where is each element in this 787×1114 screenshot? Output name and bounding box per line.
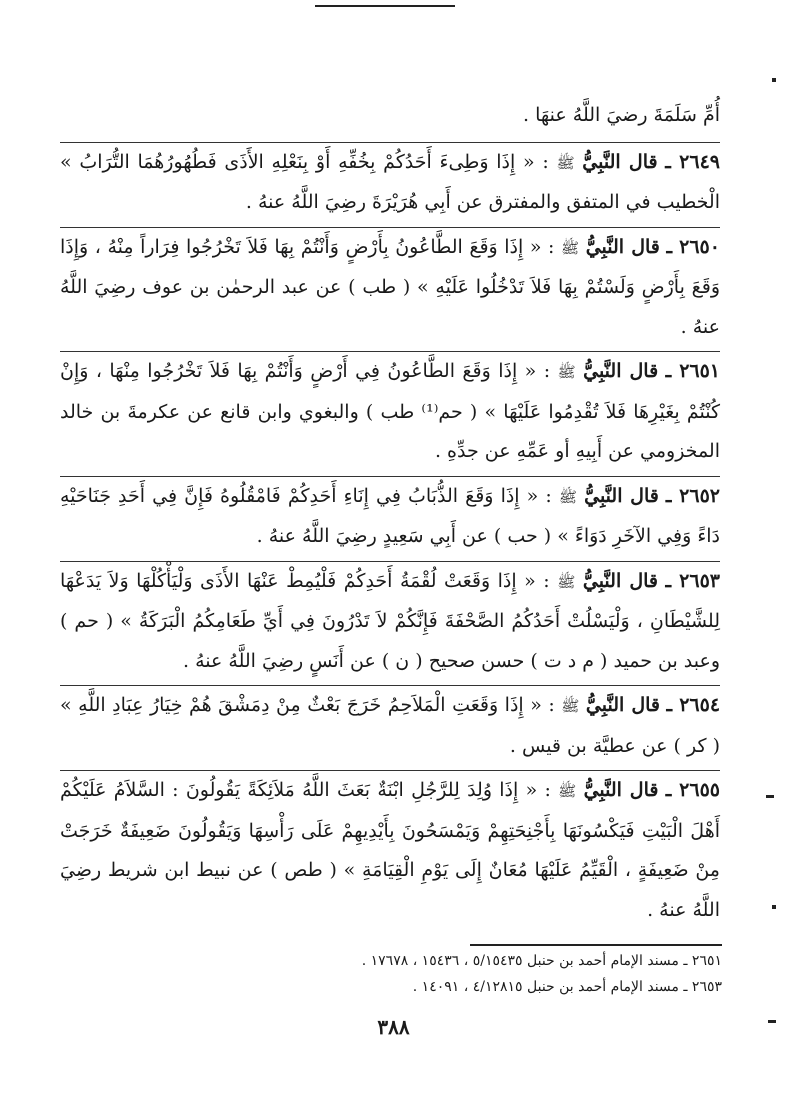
hadith-text: : « إِذَا وَقَعَ الذُّبَابُ فِي إِنَاءِ أَحَدِكُمْ فَامْقُلُوهُ فَإِنَّ فِي أَحَدِ جَنَاحَيْهِ دَاءً وَفِي الآخَرِ دَوَاءً » ( حب ) عن أَبِي سَعِيدٍ رضِيَ اللَّهُ عنهُ . <box>60 484 720 547</box>
footnote-rule <box>470 944 722 946</box>
qal-label: قال النَّبِيُّ <box>583 360 659 382</box>
salutation-glyph: ﷺ <box>557 572 576 591</box>
hadith-number: ٢٦٥٠ ـ <box>666 235 720 258</box>
hadith-number: ٢٦٥٢ ـ <box>665 484 720 507</box>
salutation-glyph: ﷺ <box>561 697 580 715</box>
salutation-glyph: ﷺ <box>556 153 575 172</box>
footnote: ٢٦٥١ ـ مسند الإمام أحمد بن حنبل ٥/١٥٤٣٥ ، ١٥٤٣٦ ، ١٧٦٧٨ . <box>361 953 722 969</box>
hadith-number: ٢٦٥٣ ـ <box>665 569 720 592</box>
entry-text: أُمِّ سَلَمَةَ رضيَ اللَّهُ عنهَا . <box>523 104 720 126</box>
qal-label: قال النَّبِيُّ <box>583 779 659 801</box>
hadith-text: : « إِذَا وَقَعَتْ لُقْمَةُ أَحَدِكُمْ فَلْيُمِطْ عَنْهَا الأَذَى وَلْيَأْكُلْهَا وَلاَ يَدَعْهَا لِلشَّيْطَانِ ، وَلْيَسْلُتْ أَحَدُكُمُ الصَّحْفَةَ فَإِنَّكُمْ لاَ تَدْرُونَ فِي أَيِّ طَعَامِكُمُ الْبَرَكَةُ » ( حم ) وعبد بن حميد ( م د ت ) حسن صحيح ( ن ) عن أَنَسٍ رضِيَ اللَّهُ عنهُ . <box>60 569 720 672</box>
qal-label: قال النَّبِيُّ <box>582 150 658 173</box>
margin-mark <box>772 78 776 82</box>
hadith-text: : « إِذَا وُلِدَ لِلرَّجُلِ ابْنَةٌ بَعَثَ اللَّهُ مَلاَئِكَةً يَقُولُونَ : السَّلاَمُ عَلَيْكُمْ أَهْلَ الْبَيْتِ فَيَكْسُونَهَا بِأَجْنِحَتِهِمْ وَيَمْسَحُونَ بِأَيْدِيهِمْ عَلَى رَأْسِهَا وَيَقُولُونَ ضَعِيفَةٌ خَرَجَتْ مِنْ ضَعِيفَةٍ ، الْقَيِّمُ عَلَيْهَا مُعَانٌ إِلَى يَوْمِ الْقِيَامَةِ » ( طص ) عن نبيط ابن شريط رضِيَ اللَّهُ عنهُ . <box>60 779 720 921</box>
qal-label: قال النَّبِيُّ <box>585 694 661 716</box>
hadith-entry-2655 <box>60 771 720 934</box>
salutation-glyph: ﷺ <box>558 487 578 506</box>
top-rule <box>315 5 455 7</box>
hadith-text: : « إِذَا وَقَعَ الطَّاعُونُ بِأَرْضٍ وَأَنْتُمْ بِهَا فَلاَ تَخْرُجُوا فِرَاراً مِنْهُ ، وَإِذَا وَقَعَ بِأَرْضٍ وَلَسْتُمْ بِهَا فَلاَ تَدْخُلُوا عَلَيْهِ » ( طب ) عن عبد الرحمٰن بن عوف رضِيَ اللَّهُ عنهُ . <box>60 235 720 338</box>
margin-mark <box>768 1020 776 1023</box>
qal-label: قال النَّبِيُّ <box>584 484 659 507</box>
hadith-number: ٢٦٥٤ ـ <box>666 694 721 716</box>
qal-label: قال النَّبِيُّ <box>585 235 660 258</box>
salutation-glyph: ﷺ <box>561 238 580 257</box>
margin-mark <box>766 795 774 798</box>
hadith-number: ٢٦٥١ ـ <box>665 360 721 382</box>
hadith-entry-2649 <box>60 143 720 228</box>
qal-label: قال النَّبِيُّ <box>582 569 658 592</box>
hadith-text: : « إِذَا وَطِىءَ أَحَدُكُمْ بِخُفِّهِ أَوْ بِنَعْلِهِ الأَذَى فَطُهُورُهُمَا التُّرَابُ » الْخطيب في المتفق والمفترق عن أَبِي هُرَيْرَةَ رضِيَ اللَّهُ عنهُ . <box>60 150 720 213</box>
hadith-entry-2653 <box>60 562 720 687</box>
hadith-entry-2652 <box>60 477 720 562</box>
hadith-entry-2650 <box>60 228 720 353</box>
hadith-text-block <box>60 96 720 934</box>
hadith-text: : « إِذَا وَقَعَ الطَّاعُونُ فِي أَرْضٍ وَأَنْتُمْ بِهَا فَلاَ تَخْرُجُوا مِنْهَا ، وَإِنْ كُنْتُمْ بِغَيْرِهَا فَلاَ تُقْدِمُوا عَلَيْهَا » ( حم⁽¹⁾ طب ) والبغوي وابن قانع عن عكرمةَ بن خالد المخزومي عن أَبِيهِ أو عَمِّهِ عن جدِّهِ . <box>60 360 721 462</box>
salutation-glyph: ﷺ <box>558 782 577 800</box>
footnote: ٢٦٥٣ ـ مسند الإمام أحمد بن حنبل ٤/١٢٨١٥ ، ١٤٠٩١ . <box>412 979 722 995</box>
hadith-number: ٢٦٥٥ ـ <box>665 779 720 801</box>
hadith-entry-2651 <box>60 352 720 477</box>
page-number: ٣٨٨ <box>377 1015 410 1039</box>
margin-mark <box>772 905 776 909</box>
entry-continuation <box>60 96 720 143</box>
footnotes <box>180 948 722 1000</box>
salutation-glyph: ﷺ <box>557 363 576 381</box>
hadith-entry-2654 <box>60 686 720 771</box>
hadith-text: : « إِذَا وَقَعَتِ الْمَلاَحِمُ خَرَجَ بَعْثٌ مِنْ دِمَشْقَ هُمْ خِيَارُ عِبَادِ اللَّهِ » ( كر ) عن عطيَّة بن قيس . <box>60 694 720 757</box>
hadith-number: ٢٦٤٩ ـ <box>665 150 720 173</box>
